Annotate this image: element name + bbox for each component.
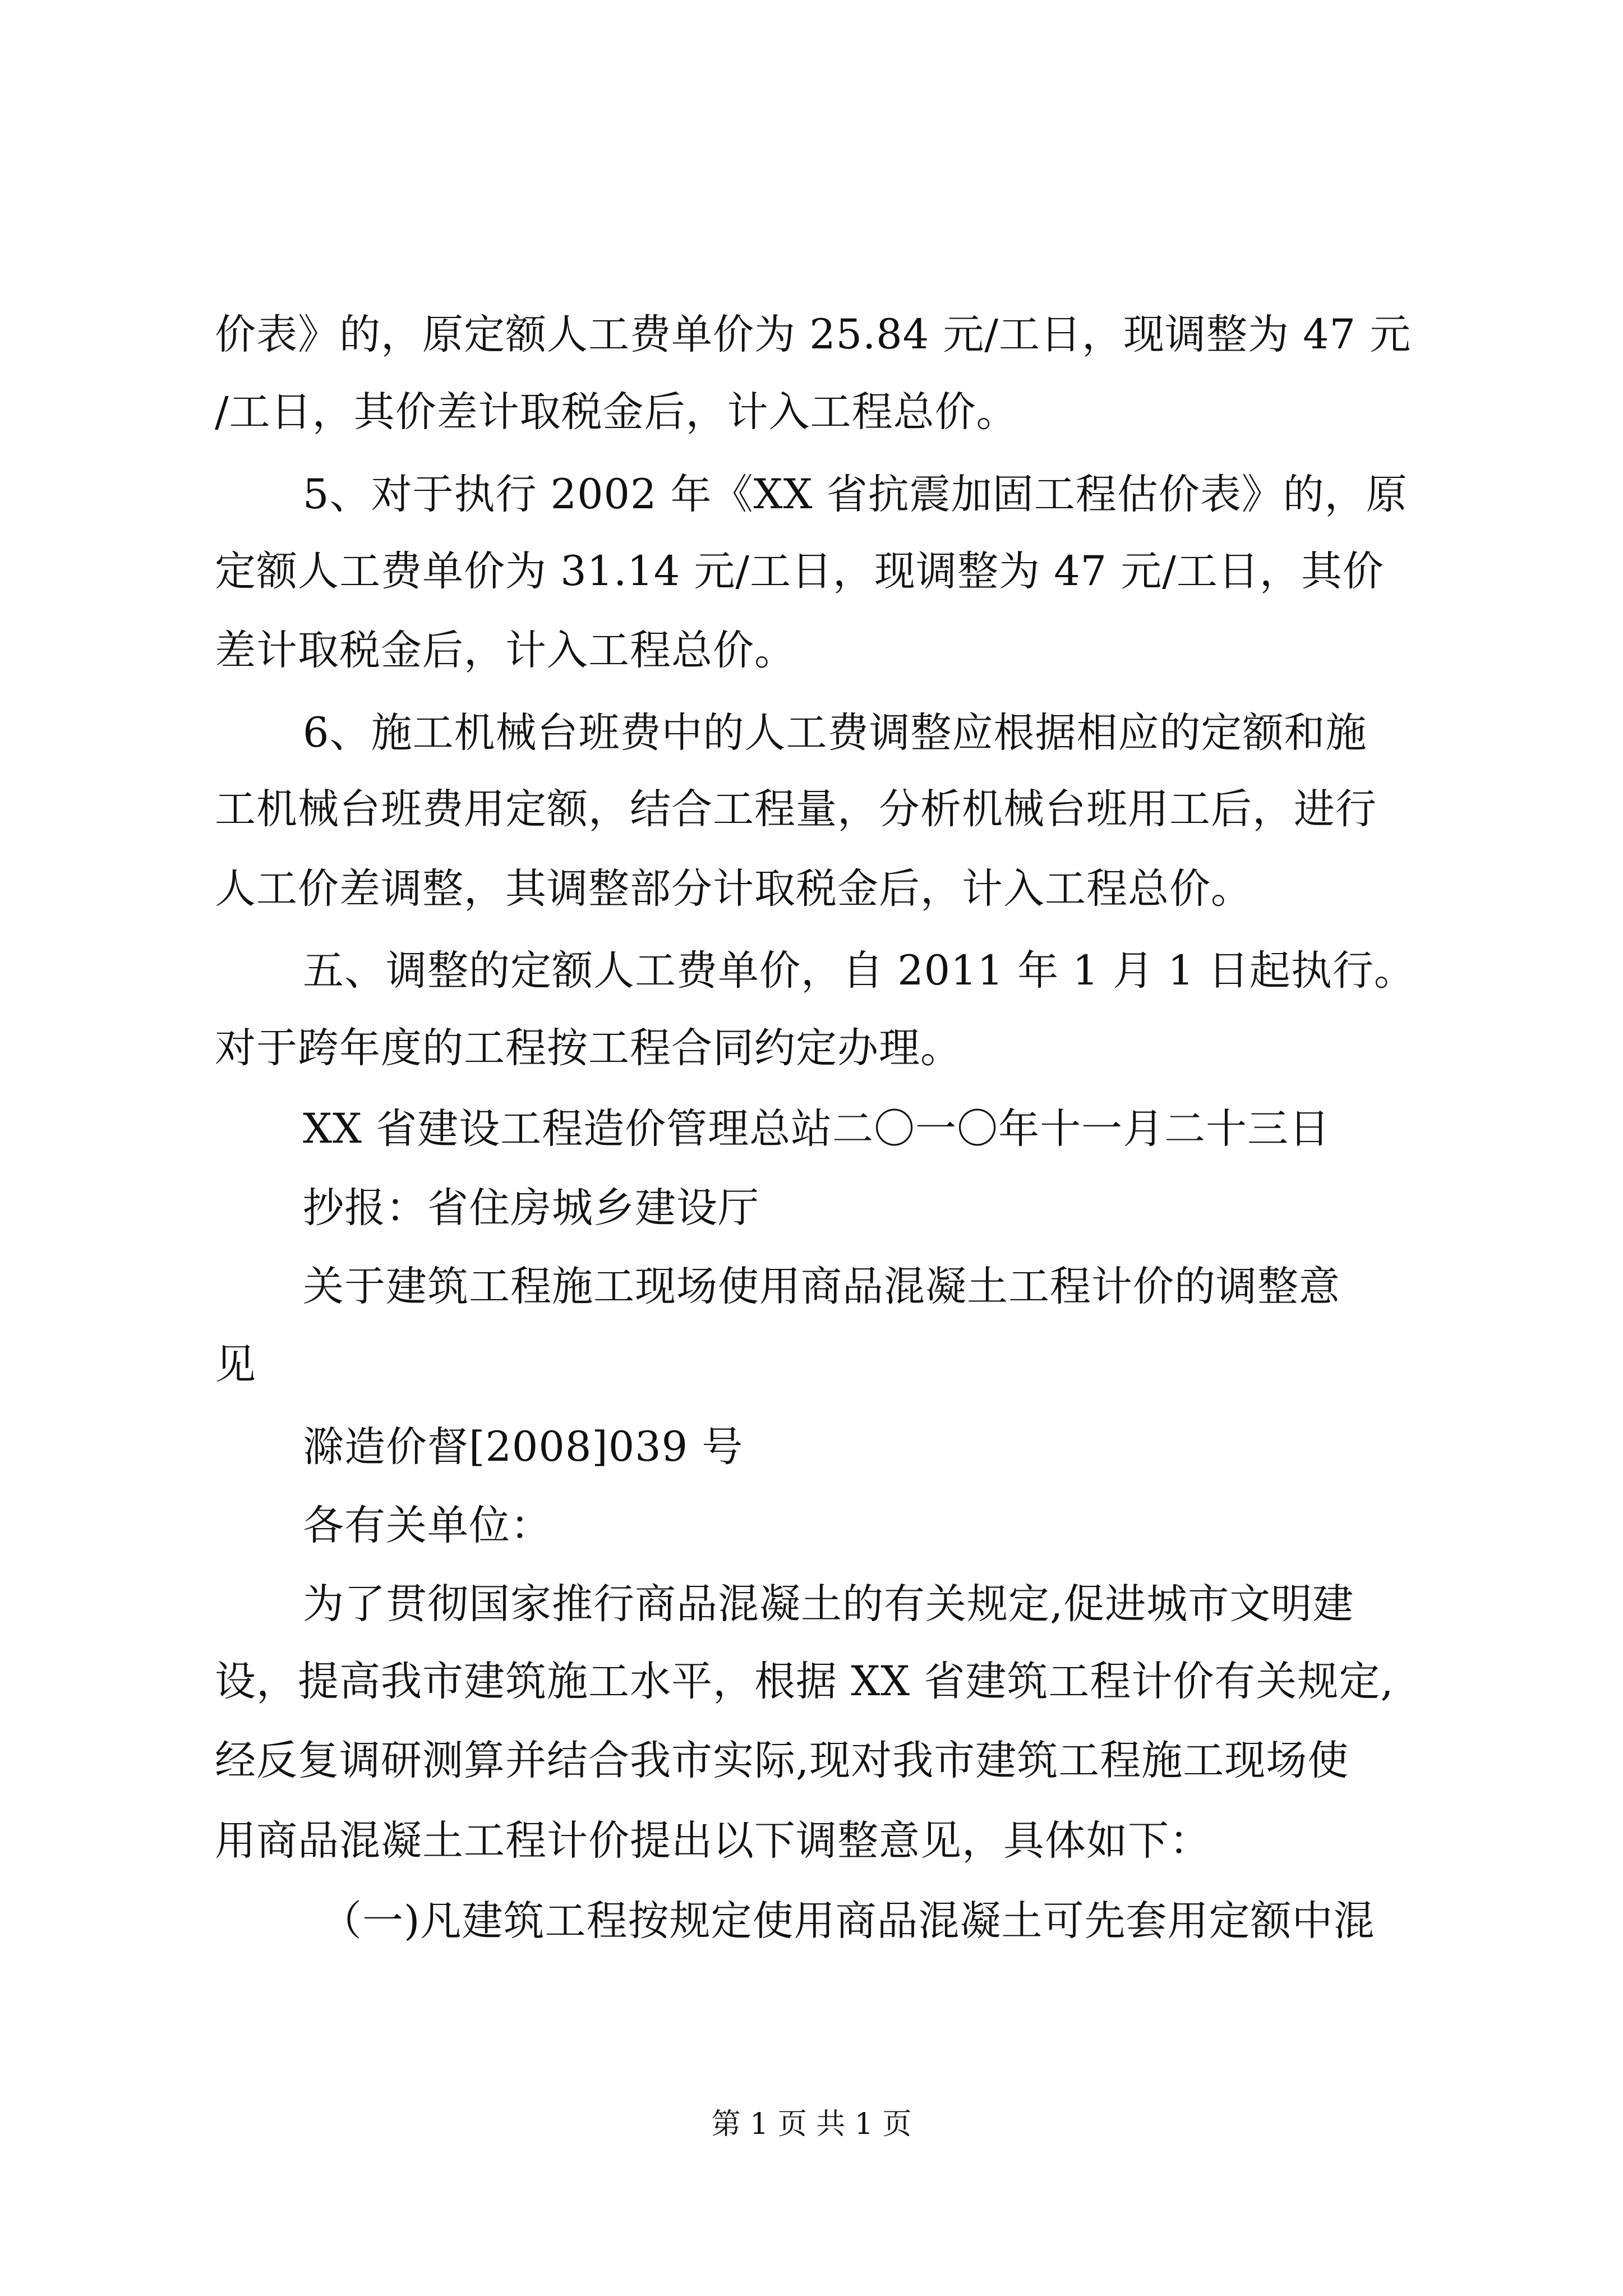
text-line: 工机械台班费用定额，结合工程量，分析机械台班用工后，进行 <box>215 785 1377 833</box>
document-title: 见 <box>215 1341 256 1388</box>
salutation: 各有关单位： <box>303 1502 552 1549</box>
text-line: （一)凡建筑工程按规定使用商品混凝土可先套用定额中混 <box>321 1897 1375 1945</box>
signature-line: XX 省建设工程造价管理总站二〇一〇年十一月二十三日 <box>303 1105 1331 1153</box>
text-line: 用商品混凝土工程计价提出以下调整意见，具体如下： <box>215 1817 1211 1865</box>
text-line: 设，提高我市建筑施工水平，根据 XX 省建筑工程计价有关规定, <box>215 1658 1394 1705</box>
text-line: 6、施工机械台班费中的人工费调整应根据相应的定额和施 <box>303 709 1367 757</box>
text-line: /工日，其价差计取税金后，计入工程总价。 <box>215 388 1018 436</box>
document-number: 滁造价督[2008]039 号 <box>303 1423 744 1471</box>
text-line: 定额人工费单价为 31.14 元/工日，现调整为 47 元/工日，其价 <box>215 547 1384 595</box>
document-title: 关于建筑工程施工现场使用商品混凝土工程计价的调整意 <box>303 1263 1340 1310</box>
text-line: 经反复调研测算并结合我市实际,现对我市建筑工程施工现场使 <box>215 1737 1349 1784</box>
text-line: 价表》的，原定额人工费单价为 25.84 元/工日，现调整为 47 元 <box>215 311 1412 358</box>
text-line: 对于跨年度的工程按工程合同约定办理。 <box>215 1024 962 1072</box>
text-line: 人工价差调整，其调整部分计取税金后，计入工程总价。 <box>215 865 1252 913</box>
text-line: 五、调整的定额人工费单价，自 2011 年 1 月 1 日起执行。 <box>303 947 1415 995</box>
cc-line: 抄报：省住房城乡建设厅 <box>303 1184 759 1232</box>
page-footer: 第 1 页 共 1 页 <box>711 2108 912 2141</box>
text-line: 5、对于执行 2002 年《XX 省抗震加固工程估价表》的，原 <box>303 471 1408 518</box>
text-line: 差计取税金后，计入工程总价。 <box>215 627 796 674</box>
text-line: 为了贯彻国家推行商品混凝土的有关规定,促进城市文明建 <box>303 1580 1354 1628</box>
